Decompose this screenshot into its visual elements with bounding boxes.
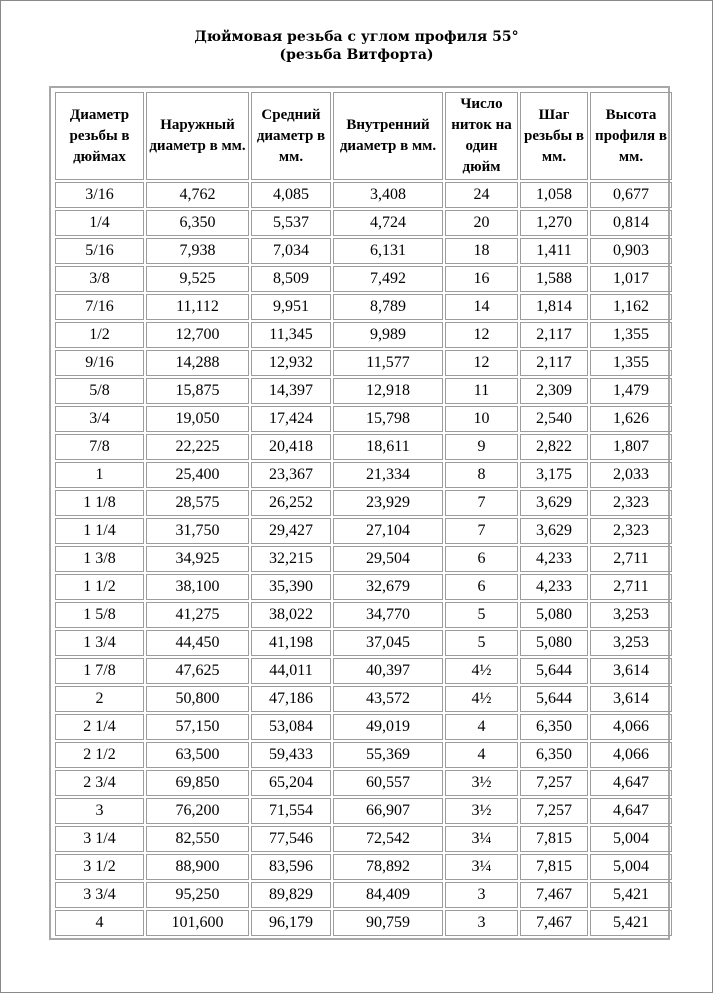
header-mean-diameter: Средний диаметр в мм. [251, 92, 331, 180]
cell-profile-height: 5,421 [590, 910, 672, 936]
cell-threads-per-inch: 12 [445, 322, 518, 348]
cell-outer-diameter: 22,225 [146, 434, 249, 460]
cell-profile-height: 0,814 [590, 210, 672, 236]
table-row [55, 574, 672, 600]
cell-inner-diameter: 18,611 [333, 434, 443, 460]
table-row [55, 658, 672, 684]
table-row [55, 826, 672, 852]
cell-profile-height: 1,017 [590, 266, 672, 292]
cell-outer-diameter: 82,550 [146, 826, 249, 852]
cell-outer-diameter: 15,875 [146, 378, 249, 404]
cell-diameter-inches: 3 [55, 798, 144, 824]
cell-mean-diameter: 32,215 [251, 546, 331, 572]
cell-inner-diameter: 37,045 [333, 630, 443, 656]
cell-mean-diameter: 29,427 [251, 518, 331, 544]
cell-diameter-inches: 1 1/8 [55, 490, 144, 516]
cell-outer-diameter: 95,250 [146, 882, 249, 908]
cell-profile-height: 2,711 [590, 546, 672, 572]
cell-thread-pitch: 1,270 [520, 210, 588, 236]
cell-profile-height: 3,614 [590, 686, 672, 712]
cell-inner-diameter: 32,679 [333, 574, 443, 600]
cell-inner-diameter: 3,408 [333, 182, 443, 208]
cell-threads-per-inch: 24 [445, 182, 518, 208]
table-row [55, 854, 672, 880]
cell-threads-per-inch: 4 [445, 714, 518, 740]
cell-threads-per-inch: 8 [445, 462, 518, 488]
cell-thread-pitch: 2,117 [520, 350, 588, 376]
header-diameter-inches: Диаметр резьбы в дюймах [55, 92, 144, 180]
cell-outer-diameter: 63,500 [146, 742, 249, 768]
cell-thread-pitch: 4,233 [520, 546, 588, 572]
cell-threads-per-inch: 7 [445, 490, 518, 516]
cell-thread-pitch: 7,815 [520, 826, 588, 852]
cell-profile-height: 4,066 [590, 714, 672, 740]
cell-diameter-inches: 1 3/4 [55, 630, 144, 656]
cell-inner-diameter: 21,334 [333, 462, 443, 488]
cell-diameter-inches: 7/16 [55, 294, 144, 320]
cell-threads-per-inch: 5 [445, 630, 518, 656]
table-row [55, 714, 672, 740]
cell-mean-diameter: 26,252 [251, 490, 331, 516]
cell-inner-diameter: 34,770 [333, 602, 443, 628]
cell-thread-pitch: 2,822 [520, 434, 588, 460]
cell-profile-height: 5,421 [590, 882, 672, 908]
cell-mean-diameter: 53,084 [251, 714, 331, 740]
cell-inner-diameter: 49,019 [333, 714, 443, 740]
cell-mean-diameter: 47,186 [251, 686, 331, 712]
cell-profile-height: 2,323 [590, 518, 672, 544]
header-inner-diameter: Внутренний диаметр в мм. [333, 92, 443, 180]
cell-diameter-inches: 1/4 [55, 210, 144, 236]
title-line-2: (резьба Витфорта) [279, 47, 434, 63]
cell-inner-diameter: 66,907 [333, 798, 443, 824]
cell-outer-diameter: 19,050 [146, 406, 249, 432]
cell-thread-pitch: 1,411 [520, 238, 588, 264]
cell-profile-height: 4,647 [590, 770, 672, 796]
cell-diameter-inches: 7/8 [55, 434, 144, 460]
cell-profile-height: 0,903 [590, 238, 672, 264]
cell-mean-diameter: 44,011 [251, 658, 331, 684]
cell-outer-diameter: 14,288 [146, 350, 249, 376]
cell-threads-per-inch: 10 [445, 406, 518, 432]
cell-diameter-inches: 3 3/4 [55, 882, 144, 908]
table-row [55, 518, 672, 544]
cell-mean-diameter: 96,179 [251, 910, 331, 936]
cell-threads-per-inch: 3½ [445, 770, 518, 796]
cell-inner-diameter: 84,409 [333, 882, 443, 908]
thread-table [53, 90, 674, 938]
cell-mean-diameter: 7,034 [251, 238, 331, 264]
cell-profile-height: 1,626 [590, 406, 672, 432]
cell-diameter-inches: 1/2 [55, 322, 144, 348]
cell-inner-diameter: 12,918 [333, 378, 443, 404]
cell-diameter-inches: 1 1/2 [55, 574, 144, 600]
cell-profile-height: 2,711 [590, 574, 672, 600]
cell-profile-height: 2,033 [590, 462, 672, 488]
cell-mean-diameter: 38,022 [251, 602, 331, 628]
cell-thread-pitch: 1,058 [520, 182, 588, 208]
cell-mean-diameter: 83,596 [251, 854, 331, 880]
cell-mean-diameter: 8,509 [251, 266, 331, 292]
cell-diameter-inches: 1 1/4 [55, 518, 144, 544]
cell-diameter-inches: 2 1/2 [55, 742, 144, 768]
cell-thread-pitch: 6,350 [520, 714, 588, 740]
cell-diameter-inches: 3/4 [55, 406, 144, 432]
cell-outer-diameter: 9,525 [146, 266, 249, 292]
table-row [55, 350, 672, 376]
cell-profile-height: 2,323 [590, 490, 672, 516]
table-header-row [55, 92, 672, 180]
cell-diameter-inches: 5/16 [55, 238, 144, 264]
table-row [55, 602, 672, 628]
cell-profile-height: 5,004 [590, 854, 672, 880]
cell-threads-per-inch: 7 [445, 518, 518, 544]
cell-diameter-inches: 1 3/8 [55, 546, 144, 572]
cell-outer-diameter: 101,600 [146, 910, 249, 936]
cell-threads-per-inch: 4½ [445, 686, 518, 712]
cell-outer-diameter: 41,275 [146, 602, 249, 628]
cell-mean-diameter: 9,951 [251, 294, 331, 320]
cell-diameter-inches: 5/8 [55, 378, 144, 404]
cell-diameter-inches: 1 7/8 [55, 658, 144, 684]
cell-threads-per-inch: 12 [445, 350, 518, 376]
table-row [55, 294, 672, 320]
cell-profile-height: 4,647 [590, 798, 672, 824]
cell-mean-diameter: 59,433 [251, 742, 331, 768]
cell-profile-height: 1,479 [590, 378, 672, 404]
cell-inner-diameter: 60,557 [333, 770, 443, 796]
cell-mean-diameter: 41,198 [251, 630, 331, 656]
cell-inner-diameter: 90,759 [333, 910, 443, 936]
table-row [55, 770, 672, 796]
cell-outer-diameter: 38,100 [146, 574, 249, 600]
cell-inner-diameter: 27,104 [333, 518, 443, 544]
cell-outer-diameter: 88,900 [146, 854, 249, 880]
cell-diameter-inches: 4 [55, 910, 144, 936]
cell-outer-diameter: 31,750 [146, 518, 249, 544]
cell-mean-diameter: 71,554 [251, 798, 331, 824]
cell-outer-diameter: 44,450 [146, 630, 249, 656]
cell-thread-pitch: 4,233 [520, 574, 588, 600]
cell-thread-pitch: 1,588 [520, 266, 588, 292]
table-row [55, 882, 672, 908]
cell-outer-diameter: 12,700 [146, 322, 249, 348]
cell-outer-diameter: 34,925 [146, 546, 249, 572]
cell-threads-per-inch: 6 [445, 574, 518, 600]
cell-mean-diameter: 65,204 [251, 770, 331, 796]
cell-mean-diameter: 17,424 [251, 406, 331, 432]
cell-thread-pitch: 3,629 [520, 518, 588, 544]
table-row [55, 686, 672, 712]
table-row [55, 910, 672, 936]
cell-thread-pitch: 3,629 [520, 490, 588, 516]
cell-profile-height: 3,253 [590, 630, 672, 656]
cell-inner-diameter: 78,892 [333, 854, 443, 880]
cell-thread-pitch: 2,117 [520, 322, 588, 348]
cell-mean-diameter: 20,418 [251, 434, 331, 460]
cell-inner-diameter: 40,397 [333, 658, 443, 684]
cell-inner-diameter: 9,989 [333, 322, 443, 348]
cell-threads-per-inch: 3¼ [445, 826, 518, 852]
cell-inner-diameter: 55,369 [333, 742, 443, 768]
cell-inner-diameter: 11,577 [333, 350, 443, 376]
header-outer-diameter: Наружный диаметр в мм. [146, 92, 249, 180]
table-row [55, 434, 672, 460]
table-row [55, 210, 672, 236]
cell-threads-per-inch: 5 [445, 602, 518, 628]
cell-profile-height: 0,677 [590, 182, 672, 208]
page-title [0, 28, 713, 64]
header-threads-per-inch: Число ниток на один дюйм [445, 92, 518, 180]
cell-profile-height: 5,004 [590, 826, 672, 852]
cell-diameter-inches: 3 1/2 [55, 854, 144, 880]
cell-threads-per-inch: 3¼ [445, 854, 518, 880]
cell-diameter-inches: 2 3/4 [55, 770, 144, 796]
cell-outer-diameter: 50,800 [146, 686, 249, 712]
cell-threads-per-inch: 16 [445, 266, 518, 292]
cell-diameter-inches: 3/16 [55, 182, 144, 208]
cell-outer-diameter: 11,112 [146, 294, 249, 320]
cell-thread-pitch: 3,175 [520, 462, 588, 488]
cell-thread-pitch: 5,644 [520, 658, 588, 684]
table-row [55, 238, 672, 264]
cell-mean-diameter: 23,367 [251, 462, 331, 488]
cell-mean-diameter: 12,932 [251, 350, 331, 376]
cell-inner-diameter: 8,789 [333, 294, 443, 320]
thread-table-container [49, 86, 670, 940]
cell-thread-pitch: 1,814 [520, 294, 588, 320]
table-row [55, 182, 672, 208]
cell-diameter-inches: 9/16 [55, 350, 144, 376]
cell-outer-diameter: 4,762 [146, 182, 249, 208]
cell-inner-diameter: 6,131 [333, 238, 443, 264]
table-body [55, 182, 672, 936]
cell-threads-per-inch: 3 [445, 910, 518, 936]
cell-outer-diameter: 69,850 [146, 770, 249, 796]
cell-diameter-inches: 3 1/4 [55, 826, 144, 852]
cell-inner-diameter: 15,798 [333, 406, 443, 432]
table-row [55, 546, 672, 572]
cell-threads-per-inch: 20 [445, 210, 518, 236]
cell-profile-height: 3,614 [590, 658, 672, 684]
cell-diameter-inches: 1 5/8 [55, 602, 144, 628]
cell-thread-pitch: 2,309 [520, 378, 588, 404]
cell-outer-diameter: 47,625 [146, 658, 249, 684]
cell-inner-diameter: 7,492 [333, 266, 443, 292]
cell-threads-per-inch: 3½ [445, 798, 518, 824]
cell-thread-pitch: 7,467 [520, 910, 588, 936]
header-profile-height: Высота профиля в мм. [590, 92, 672, 180]
cell-threads-per-inch: 18 [445, 238, 518, 264]
cell-threads-per-inch: 14 [445, 294, 518, 320]
cell-inner-diameter: 23,929 [333, 490, 443, 516]
cell-profile-height: 3,253 [590, 602, 672, 628]
cell-diameter-inches: 1 [55, 462, 144, 488]
cell-outer-diameter: 7,938 [146, 238, 249, 264]
cell-inner-diameter: 4,724 [333, 210, 443, 236]
cell-outer-diameter: 6,350 [146, 210, 249, 236]
cell-profile-height: 1,807 [590, 434, 672, 460]
cell-profile-height: 1,355 [590, 350, 672, 376]
table-row [55, 742, 672, 768]
table-row [55, 322, 672, 348]
cell-thread-pitch: 7,257 [520, 798, 588, 824]
table-row [55, 406, 672, 432]
cell-profile-height: 1,162 [590, 294, 672, 320]
cell-thread-pitch: 7,467 [520, 882, 588, 908]
cell-inner-diameter: 29,504 [333, 546, 443, 572]
table-row [55, 462, 672, 488]
cell-mean-diameter: 4,085 [251, 182, 331, 208]
cell-outer-diameter: 28,575 [146, 490, 249, 516]
cell-threads-per-inch: 9 [445, 434, 518, 460]
cell-inner-diameter: 43,572 [333, 686, 443, 712]
cell-thread-pitch: 7,257 [520, 770, 588, 796]
cell-mean-diameter: 5,537 [251, 210, 331, 236]
cell-mean-diameter: 14,397 [251, 378, 331, 404]
cell-outer-diameter: 76,200 [146, 798, 249, 824]
table-row [55, 630, 672, 656]
cell-threads-per-inch: 3 [445, 882, 518, 908]
cell-threads-per-inch: 4 [445, 742, 518, 768]
cell-mean-diameter: 35,390 [251, 574, 331, 600]
cell-inner-diameter: 72,542 [333, 826, 443, 852]
cell-thread-pitch: 6,350 [520, 742, 588, 768]
cell-thread-pitch: 5,080 [520, 602, 588, 628]
cell-threads-per-inch: 11 [445, 378, 518, 404]
cell-thread-pitch: 5,644 [520, 686, 588, 712]
table-row [55, 490, 672, 516]
cell-diameter-inches: 3/8 [55, 266, 144, 292]
cell-outer-diameter: 25,400 [146, 462, 249, 488]
cell-mean-diameter: 89,829 [251, 882, 331, 908]
cell-mean-diameter: 77,546 [251, 826, 331, 852]
cell-thread-pitch: 7,815 [520, 854, 588, 880]
cell-threads-per-inch: 4½ [445, 658, 518, 684]
cell-mean-diameter: 11,345 [251, 322, 331, 348]
cell-threads-per-inch: 6 [445, 546, 518, 572]
title-line-1: Дюймовая резьба с углом профиля 55° [194, 29, 519, 45]
cell-diameter-inches: 2 1/4 [55, 714, 144, 740]
cell-profile-height: 1,355 [590, 322, 672, 348]
cell-thread-pitch: 5,080 [520, 630, 588, 656]
table-row [55, 378, 672, 404]
cell-outer-diameter: 57,150 [146, 714, 249, 740]
cell-profile-height: 4,066 [590, 742, 672, 768]
table-row [55, 798, 672, 824]
table-row [55, 266, 672, 292]
cell-diameter-inches: 2 [55, 686, 144, 712]
header-thread-pitch: Шаг резьбы в мм. [520, 92, 588, 180]
cell-thread-pitch: 2,540 [520, 406, 588, 432]
